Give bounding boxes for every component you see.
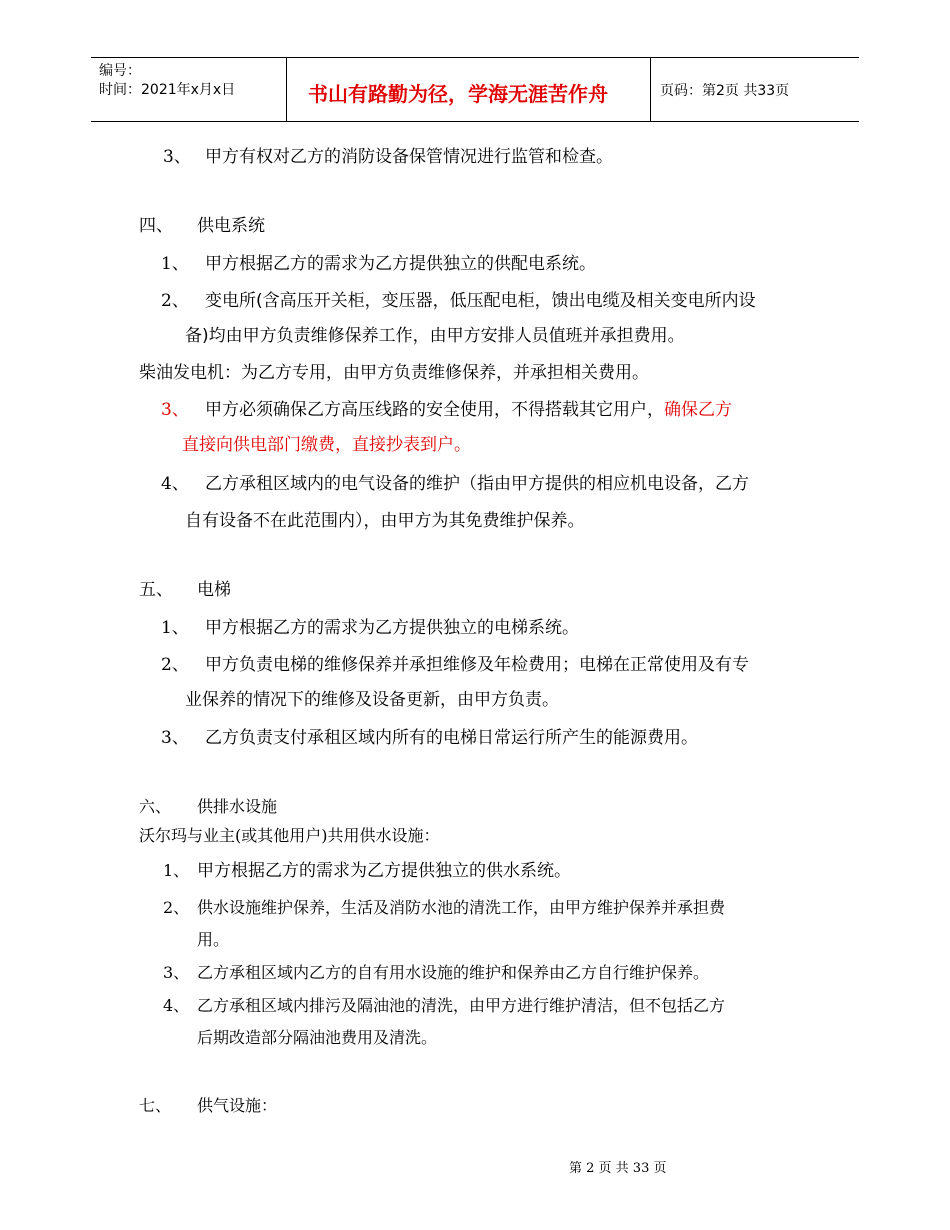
section-4-title: 供电系统: [197, 216, 265, 236]
sec4-item-1-number: 1、: [161, 254, 189, 274]
sec5-item-1-text: 甲方根据乙方的需求为乙方提供独立的电梯系统。: [205, 618, 579, 638]
sec6-item-2-text-line1: 供水设施维护保养，生活及消防水池的清洗工作，由甲方维护保养并承担费: [197, 898, 726, 917]
header-time-label: 时间：2021年x月x日: [99, 82, 236, 98]
sec4-item-2-text-line1: 变电所(含高压开关柜，变压器，低压配电柜，馈出电缆及相关变电所内设: [205, 291, 756, 311]
sec4-item-4-number: 4、: [161, 474, 189, 494]
sec5-item-1-number: 1、: [161, 618, 189, 638]
header-top-border: [91, 57, 859, 58]
sec5-item-2-number: 2、: [161, 655, 189, 675]
sec4-item-1-text: 甲方根据乙方的需求为乙方提供独立的供配电系统。: [205, 254, 596, 274]
sec4-item-3-text-red-tail: 确保乙方: [664, 400, 732, 420]
section-5-number: 五、: [139, 580, 173, 600]
sec6-item-3-number: 3、: [163, 963, 190, 982]
section-7-number: 七、: [139, 1096, 172, 1115]
section-5-title: 电梯: [197, 580, 231, 600]
sec5-item-3-text: 乙方负责支付承租区域内所有的电梯日常运行所产生的能源费用。: [205, 728, 698, 748]
section-7-title: 供气设施：: [197, 1096, 278, 1115]
sec4-item-4-text-line2: 自有设备不在此范围内），由甲方为其免费维护保养。: [185, 511, 585, 531]
header-divider-right: [650, 57, 651, 122]
sec6-item-2-text-line2: 用。: [197, 930, 230, 949]
sec4-item-3-text-line2: 直接向供电部门缴费，直接抄表到户。: [182, 435, 471, 455]
sec6-item-4-number: 4、: [163, 996, 190, 1015]
header-page-label: 页码：第2页 共33页: [660, 83, 790, 99]
sec5-item-3-number: 3、: [161, 728, 189, 748]
diesel-generator-text: 柴油发电机：为乙方专用，由甲方负责维修保养，并承担相关费用。: [139, 363, 649, 383]
sec6-item-4-text-line2: 后期改造部分隔油池费用及清洗。: [197, 1028, 438, 1047]
section-6-number: 六、: [139, 797, 172, 816]
header-motto: 书山有路勤为径，学海无涯苦作舟: [308, 82, 608, 106]
sec4-item-3-text-line1: [205, 399, 732, 421]
header-divider-left: [286, 57, 287, 122]
sec6-intro: 沃尔玛与业主(或其他用户)共用供水设施：: [139, 826, 440, 845]
section-4-number: 四、: [139, 216, 173, 236]
sec4-item-4-text-line1: 乙方承租区域内的电气设备的维护（指由甲方提供的相应机电设备，乙方: [205, 474, 749, 494]
sec5-item-2-text-line1: 甲方负责电梯的维修保养并承担维修及年检费用；电梯在正常使用及有专: [205, 655, 749, 675]
footer-page-number: 第 2 页 共 33 页: [569, 1161, 667, 1176]
sec4-item-3-text-main: 甲方必须确保乙方高压线路的安全使用，不得搭载其它用户，: [205, 400, 664, 420]
sec5-item-2-text-line2: 业保养的情况下的维修及设备更新，由甲方负责。: [185, 690, 559, 710]
header-bottom-border: [91, 121, 859, 122]
sec6-item-2-number: 2、: [163, 898, 190, 917]
sec6-item-4-text-line1: 乙方承租区域内排污及隔油池的清洗，由甲方进行维护清洁，但不包括乙方: [197, 996, 726, 1015]
sec6-item-1-number: 1、: [163, 861, 190, 880]
item-3-number: 3、: [163, 147, 191, 167]
header-number-label: 编号：: [99, 63, 141, 79]
section-6-title: 供排水设施: [197, 797, 278, 816]
item-3-text: 甲方有权对乙方的消防设备保管情况进行监管和检查。: [205, 147, 613, 167]
sec6-item-3-text: 乙方承租区域内乙方的自有用水设施的维护和保养由乙方自行维护保养。: [197, 963, 710, 982]
sec4-item-2-text-line2: 备)均由甲方负责维修保养工作，由甲方安排人员值班并承担费用。: [185, 326, 685, 346]
sec6-item-1-text: 甲方根据乙方的需求为乙方提供独立的供水系统。: [197, 861, 571, 881]
sec4-item-2-number: 2、: [161, 291, 189, 311]
sec4-item-3-number: 3、: [161, 400, 189, 420]
